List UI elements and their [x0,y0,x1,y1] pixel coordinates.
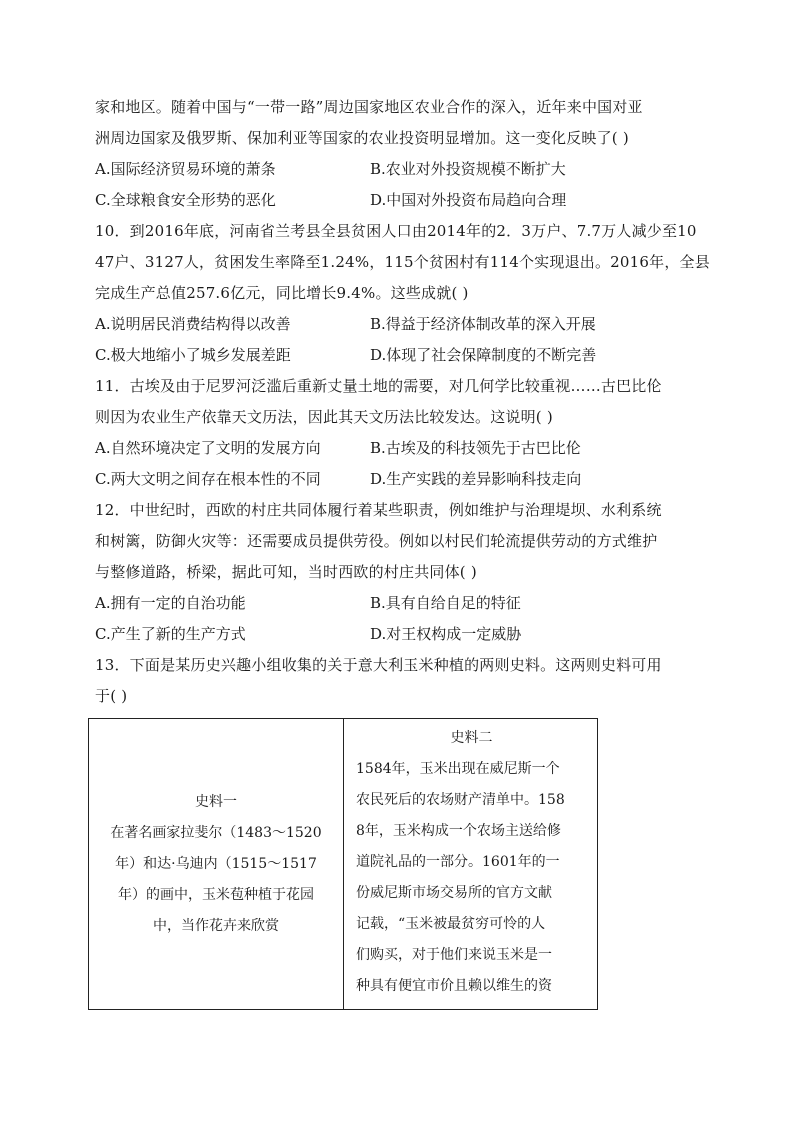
source-two-line: 1584年，玉米出现在威尼斯一个 [356,761,560,777]
q10-options-row [95,314,705,334]
source-one-line: 年）和达·乌迪内（1515～1517 [115,856,317,872]
source-two-line: 种具有便宜市价且赖以维生的资 [356,978,552,994]
q10-options-row [95,345,705,365]
source-one-line: 在著名画家拉斐尔（1483～1520 [110,825,322,841]
q10-option-a[interactable]: A.说明居民消费结构得以改善 [95,315,291,333]
source-two-line: 农民死后的农场财产清单中。158 [356,792,565,808]
source-two-title: 史料二 [450,730,493,746]
source-two-line: 们购买，对于他们来说玉米是一 [356,947,552,963]
q11-stem-line: 11．古埃及由于尼罗河泛滥后重新丈量土地的需要，对几何学比较重视……古巴比伦 [95,377,662,395]
q10-stem-line: 完成生产总值257.6亿元，同比增长9.4%。这些成就( ) [95,284,469,302]
q13-stem-line: 13．下面是某历史兴趣小组收集的关于意大利玉米种植的两则史料。这两则史料可用 [95,656,662,674]
q9-stem-line: 洲周边国家及俄罗斯、保加利亚等国家的农业投资明显增加。这一变化反映了( ) [95,129,629,147]
q11-options-row [95,438,705,458]
q12-stem-line: 12．中世纪时，西欧的村庄共同体履行着某些职责，例如维护与治理堤坝、水利系统 [95,501,662,519]
q9-option-a[interactable]: A.国际经济贸易环境的萧条 [95,160,276,178]
q11-option-c[interactable]: C.两大文明之间存在根本性的不同 [95,470,321,488]
source-table [88,718,598,1010]
source-one-cell [89,719,344,1010]
source-one-line: 年）的画中，玉米苞种植于花园 [118,887,314,903]
q9-options-row [95,159,705,179]
q11-option-a[interactable]: A.自然环境决定了文明的发展方向 [95,439,321,457]
q12-stem-line: 和树篱，防御火灾等：还需要成员提供劳役。例如以村民们轮流提供劳动的方式维护 [95,532,658,550]
q11-option-d[interactable]: D.生产实践的差异影响科技走向 [370,470,582,488]
q12-option-d[interactable]: D.对王权构成一定威胁 [370,625,522,643]
source-two-line: 道院礼品的一部分。1601年的一 [356,854,560,870]
q12-option-c[interactable]: C.产生了新的生产方式 [95,625,246,643]
source-two-cell [344,719,598,1010]
q13-stem-line: 于( ) [95,687,128,705]
q9-option-c[interactable]: C.全球粮食安全形势的恶化 [95,191,276,209]
source-one-title: 史料一 [195,794,237,810]
q11-stem-line: 则因为农业生产依靠天文历法，因此其天文历法比较发达。这说明( ) [95,408,553,426]
source-two-line: 记载，“玉米被最贫穷可怜的人 [356,916,546,932]
source-two-line: 份威尼斯市场交易所的官方文献 [356,885,552,901]
q9-options-row [95,190,705,210]
q12-options-row [95,593,705,613]
q9-option-d[interactable]: D.中国对外投资布局趋向合理 [370,191,567,209]
q12-option-b[interactable]: B.具有自给自足的特征 [370,594,521,612]
q9-stem-line: 家和地区。随着中国与“一带一路”周边国家地区农业合作的深入，近年来中国对亚 [95,98,643,116]
q12-options-row [95,624,705,644]
q10-option-b[interactable]: B.得益于经济体制改革的深入开展 [370,315,596,333]
q11-options-row [95,469,705,489]
q9-option-b[interactable]: B.农业对外投资规模不断扩大 [370,160,566,178]
q12-stem-line: 与整修道路，桥梁，据此可知，当时西欧的村庄共同体( ) [95,563,477,581]
q10-stem-line: 10．到2016年底，河南省兰考县全县贫困人口由2014年的2．3万户、7.7万人减少至10 [95,222,697,240]
q10-stem-line: 47户、3127人，贫困发生率降至1.24%，115个贫困村有114个实现退出。2016年，全县 [95,253,710,271]
source-one-line: 中，当作花卉来欣赏 [153,918,279,934]
q12-option-a[interactable]: A.拥有一定的自治功能 [95,594,246,612]
q10-option-c[interactable]: C.极大地缩小了城乡发展差距 [95,346,291,364]
q10-option-d[interactable]: D.体现了社会保障制度的不断完善 [370,346,597,364]
source-two-line: 8年，玉米构成一个农场主送给修 [356,823,561,839]
q11-option-b[interactable]: B.古埃及的科技领先于古巴比伦 [370,439,581,457]
